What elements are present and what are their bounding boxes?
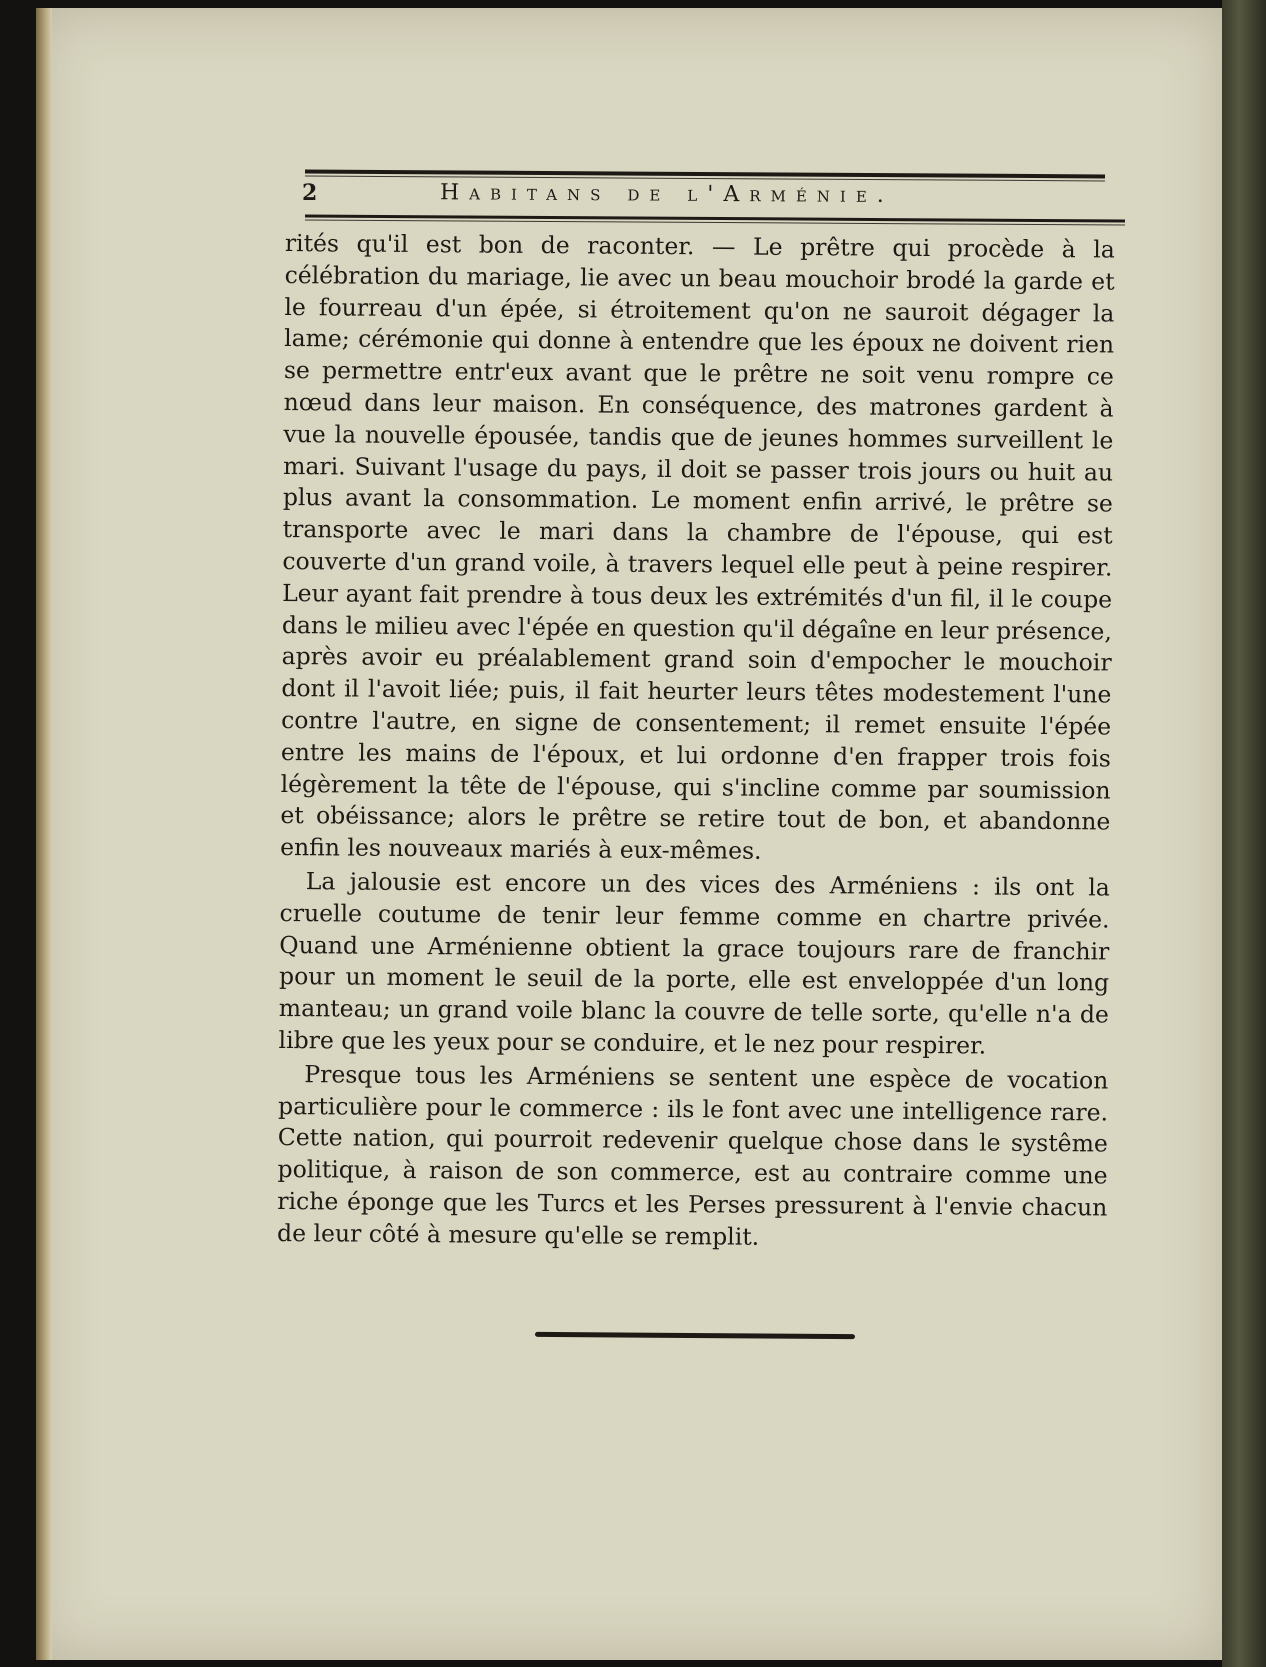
- paragraph-3: Presque tous les Arméniens se sentent une espèce de vocation particulière pour le commerce : ils le font avec une intelligence rare. Cette nation, qui pourroit redevenir quelque chose dans le systême politique, à raison de son commerce, est au contraire comme une riche éponge que les Turcs et les Perses pressurent à l'envie chacun de leur côté à mesure qu'elle se remplit.: [276, 1059, 1109, 1251]
- paragraph-1: rités qu'il est bon de raconter. — Le prêtre qui procède à la célébration du mariage, lie avec un beau mouchoir brodé la garde et le fourreau d'un épée, si étroitement qu'on ne sauroit dégager la lame; cérémonie qui donne à entendre que les époux ne doivent rien se permettre entr'eux avant que le prêtre ne soit venu rompre ce nœud dans leur maison. En conséquence, des matrones gardent à vue la nouvelle épousée, tandis que de jeunes hommes surveillent le mari. Suivant l'usage du pays, il doit se passer trois jours ou huit au plus avant la consommation. Le moment enfin arrivé, le prêtre se transporte avec le mari dans la chambre de l'épouse, qui est couverte d'un grand voile, à travers lequel elle peut à peine respirer. Leur ayant fait prendre à tous deux les extrémités d'un fil, il le coupe dans le milieu avec l'épée en question qu'il dégaîne en leur présence, après avoir eu préalablement grand soin d'empocher le mouchoir dont il l'avoit liée; puis, il fait heurter leurs têtes modestement l'une contre l'autre, en signe de consentement; il remet ensuite l'épée entre les mains de l'époux, et lui ordonne d'en frapper trois fois légèrement la tête de l'épouse, qui s'incline comme par soumission et obéissance; alors le prêtre se retire tout de bon, et abandonne enfin les nouveaux mariés à eux-mêmes.: [280, 228, 1115, 865]
- running-title: Habitans de l'Arménie.: [439, 180, 894, 209]
- page-left-edge: [36, 8, 52, 1660]
- body-text: [277, 228, 1115, 1256]
- page-number: 2: [302, 180, 318, 206]
- paragraph-2: La jalousie est encore un des vices des Arméniens : ils ont la cruelle coutume de tenir leur femme comme en chartre privée. Quand une Arménienne obtient la grace toujours rare de franchir pour un moment le seuil de la porte, elle est enveloppée d'un long manteau; un grand voile blanc la couvre de telle sorte, qu'elle n'a de libre que les yeux pour se conduire, et le nez pour respirer.: [278, 867, 1110, 1060]
- book-binding-edge: [1222, 0, 1266, 1667]
